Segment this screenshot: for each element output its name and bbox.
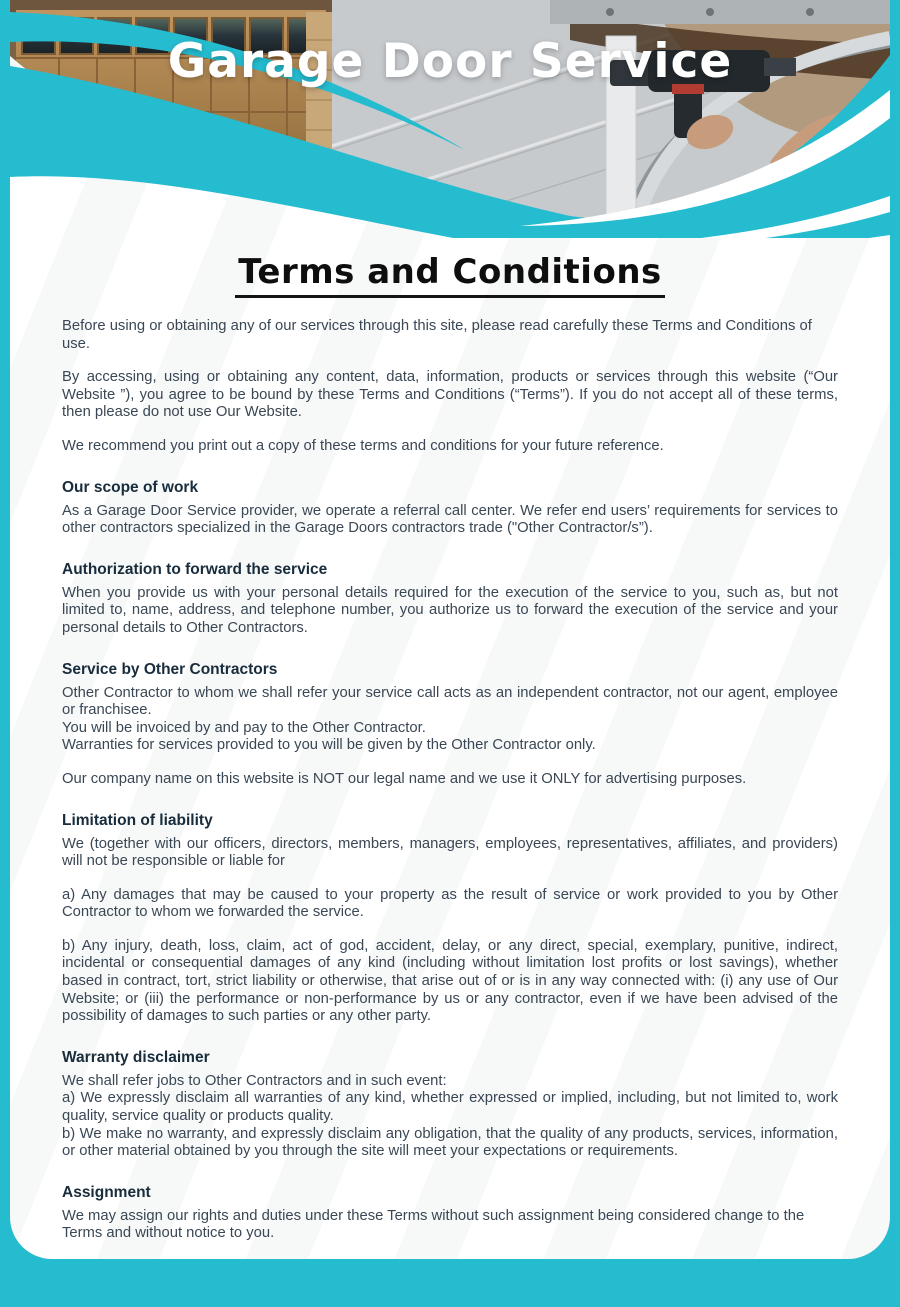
terms-body [10, 318, 890, 1259]
paragraph: We shall refer jobs to Other Contractors and in such event: a) We expressly disclaim all warranties of any kind, whether expressed or implied, including, but not limited to, work quality, service quality or products quality. b) We make no warranty, and expressly disclaim any obligation, that the quality of any products, services, information, or other material obtained by you through the site will meet your expectations or requirements. [62, 1072, 838, 1160]
header-banner [10, 0, 890, 238]
paragraph: We (together with our officers, directors, members, managers, employees, representatives, affiliates, and providers) will not be responsible or liable for [62, 835, 838, 870]
paragraph: Before using or obtaining any of our services through this site, please read carefully these Terms and Conditions of use. [62, 318, 812, 352]
page-title: Terms and Conditions [235, 252, 665, 298]
paragraph: As a Garage Door Service provider, we operate a referral call center. We refer end users’ requirements for services to other contractors specialized in the Garage Doors contractors trade ("Other Contractor/s”). [62, 502, 838, 537]
section-heading: Our scope of work [62, 478, 199, 496]
page-title-wrap [10, 252, 890, 298]
paragraph: a) Any damages that may be caused to your property as the result of service or work provided to you by Other Contractor to whom we forwarded the service. [62, 886, 838, 921]
paragraph: b) Any injury, death, loss, claim, act of god, accident, delay, or any direct, special, exemplary, punitive, indirect, incidental or consequential damages of any kind (including without limitation lost profits or lost savings), whether based in contract, tort, strict liability or otherwise, that arise out of or is in any way connected with: (i) any use of Our Website; or (iii) the performance or non-performance by us or any contractor, even if we have been advised of the possibility of damages to such parties or any other party. [62, 937, 838, 1025]
paragraph: By accessing, using or obtaining any content, data, information, products or services through this website (“Our Website ”), you agree to be bound by these Terms and Conditions (“Terms”). If you do not accept all of these terms, then please do not use Our Website. [62, 369, 838, 421]
paragraph: We recommend you print out a copy of these terms and conditions for your future reference. [62, 437, 664, 454]
section-heading: Assignment [62, 1183, 151, 1201]
section-heading: Authorization to forward the service [62, 560, 328, 578]
paragraph: Other Contractor to whom we shall refer your service call acts as an independent contractor, not our agent, employee or franchisee. You will be invoiced by and pay to the Other Contractor. Warranties for services provided to you will be given by the Other Contractor only. [62, 684, 838, 754]
paragraph: Our company name on this website is NOT our legal name and we use it ONLY for advertising purposes. [62, 770, 747, 787]
section-heading: Limitation of liability [62, 811, 213, 829]
brand-title: Garage Door Service [167, 34, 733, 89]
section-heading: Service by Other Contractors [62, 660, 278, 678]
section-heading: Warranty disclaimer [62, 1048, 210, 1066]
paragraph: We may assign our rights and duties under these Terms without such assignment being considered change to the Terms and without notice to you. [62, 1207, 805, 1242]
content-panel [10, 0, 890, 1259]
paragraph: When you provide us with your personal details required for the execution of the service to you, such as, but not limited to, name, address, and telephone number, you authorize us to forward the execution of the service and your personal details to Other Contractors. [62, 584, 838, 636]
